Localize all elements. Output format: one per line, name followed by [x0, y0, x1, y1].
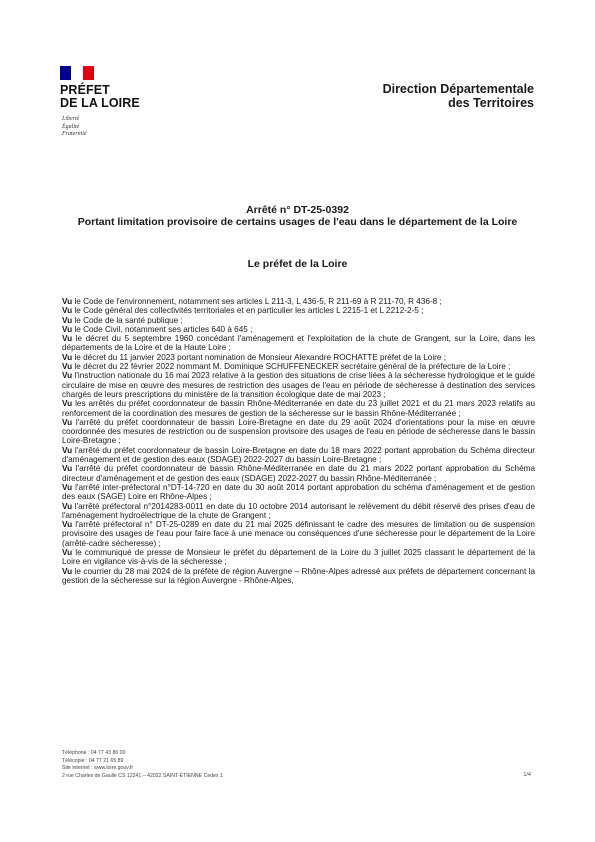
motto-fraternite: Fraternité	[62, 131, 87, 137]
visa-paragraph	[62, 353, 535, 362]
visa-keyword: Vu	[62, 566, 73, 576]
dept-line-2: des Territoires	[448, 96, 534, 110]
footer-website: Site internet : www.loire.gouv.fr	[62, 765, 134, 772]
visa-keyword: Vu	[62, 399, 73, 409]
decree-title	[60, 204, 535, 228]
visa-paragraph	[62, 483, 535, 502]
visa-paragraph	[62, 297, 535, 306]
visa-text: les arrêtés du préfet coordonnateur de bassin Rhône-Méditerranée en date du 23 juillet 2021 et du 21 mars 2023 relatifs au renforcement de la coordination des mesures de gestion de la sécheresse sur le bassin Rhône-Méditerranée ;	[62, 399, 535, 418]
visa-text: l'arrêté préfectoral n° DT-25-0289 en date du 21 mai 2025 définissant le cadre des mesures de limitation ou de suspension provisoire des usages de l'eau pour faire face à une menace ou conséquences d'une sécheresse pour le département de la Loire (arrêté-cadre sécheresse) ;	[62, 520, 535, 548]
visa-paragraph	[62, 502, 535, 521]
footer-address: 2 rue Charles de Gaulle CS 12241 – 42022 SAINT-ÉTIENNE Cedex 1	[62, 772, 223, 779]
visa-paragraph	[62, 306, 535, 315]
motto-liberte: Liberté	[62, 116, 80, 122]
visa-keyword: Vu	[62, 352, 73, 362]
footer-fax: Télécopie : 04 77 21 65 89	[62, 757, 124, 764]
visa-text: le Code de l'environnement, notamment ses articles L 211-3, L 436-5, R 211-69 à R 211-70, R 436-8 ;	[72, 297, 442, 306]
visa-text: l'arrêté du préfet coordonnateur de bassin Loire-Bretagne en date du 18 mars 2022 portant approbation du Schéma directeur d'aménagement et de gestion des eaux (SDAGE) 2022-2027 du bassin Loire-Bretagne ;	[62, 445, 535, 465]
flag-white-stripe	[71, 66, 82, 80]
visa-keyword: Vu	[62, 501, 73, 511]
visa-keyword: Vu	[62, 371, 73, 381]
visa-paragraph	[62, 325, 535, 334]
decree-authority: Le préfet de la Loire	[247, 258, 348, 270]
flag-red-stripe	[83, 66, 94, 80]
decree-number: Arrêté n° DT-25-0392	[246, 204, 349, 216]
visa-keyword: Vu	[62, 548, 73, 558]
department-header	[383, 82, 534, 110]
visa-paragraph	[62, 316, 535, 325]
visa-paragraph	[62, 548, 535, 567]
footer-phone: Téléphone : 04 77 43 80 00	[62, 750, 126, 756]
prefecture-logo-text	[60, 84, 140, 110]
visa-paragraph	[62, 334, 535, 353]
visa-keyword: Vu	[62, 417, 73, 427]
visa-keyword: Vu	[62, 464, 73, 474]
visa-keyword: Vu	[62, 362, 73, 372]
motto-egalite: Égalité	[62, 123, 80, 130]
flag-blue-stripe	[60, 66, 71, 80]
visa-keyword: Vu	[62, 445, 73, 455]
visa-keyword: Vu	[62, 520, 73, 530]
visa-text: l'arrêté du préfet coordonnateur de bassin Rhône-Méditerranée en date du 21 mars 2022 portant approbation du Schéma directeur d'aménagement et de gestion des eaux (SDAGE) 2022-2027 du bassin Rhône-Méditerranée ;	[62, 464, 535, 483]
visa-paragraph	[62, 399, 535, 418]
visa-text: l'instruction nationale du 16 mai 2023 relative à la gestion des situations de crise liées à la sécheresse hydrologique et le guide circulaire de mise en œuvre des mesures de restriction des usages de l'eau en période de sécheresse à destination des services chargés de leurs prescriptions du ministère de la transition écologique date de mai 2023 ;	[62, 371, 535, 399]
org-line-2: DE LA LOIRE	[60, 96, 140, 110]
visa-paragraph	[62, 418, 535, 446]
visa-text: le courrier du 28 mai 2024 de la préfète de région Auvergne – Rhône-Alpes adressé aux préfets de département concernant la gestion de la sécheresse sur la région Auvergne - Rhône-Alpes,	[62, 566, 535, 585]
visa-keyword: Vu	[62, 306, 73, 316]
visa-paragraph	[62, 520, 535, 548]
visa-paragraph	[62, 371, 535, 399]
visa-keyword: Vu	[62, 324, 73, 334]
visa-text: le décret du 11 janvier 2023 portant nomination de Monsieur Alexandre ROCHATTE préfet de la Loire ;	[72, 352, 446, 362]
visa-keyword: Vu	[62, 297, 73, 306]
dept-line-1: Direction Départementale	[382, 82, 534, 96]
visa-text: le Code de la santé publique ;	[72, 315, 183, 325]
decree-subject: Portant limitation provisoire de certains usages de l'eau dans le département de la Loire	[77, 216, 518, 228]
page-number: 1/4	[523, 772, 531, 778]
visa-text: le Code général des collectivités territoriales et en particulier les articles L 2215-1 et L 2212-2-5 ;	[72, 306, 424, 316]
visa-keyword: Vu	[62, 482, 73, 492]
visa-text: le communiqué de presse de Monsieur le préfet du département de la Loire du 3 juillet 2025 classant le département de la Loire en vigilance vis-à-vis de la sécheresse ;	[62, 548, 535, 567]
visa-paragraph	[62, 567, 535, 586]
visa-text: le Code Civil, notamment ses articles 640 à 645 ;	[72, 324, 253, 334]
visa-text: le décret du 5 septembre 1960 concédant l'aménagement et l'exploitation de la chute de Grangent, sur la Loire, dans les départements de la Loire et de la Haute Loire ;	[62, 334, 535, 353]
visa-text: l'arrêté inter-préfectoral n°DT-14-720 en date du 30 août 2014 portant approbation du schéma d'aménagement et de gestion des eaux (SAGE) Loire en Rhône-Alpes ;	[62, 482, 535, 502]
contact-footer	[62, 750, 223, 780]
visa-text: le décret du 22 février 2022 nommant M. Dominique SCHUFFENECKER secrétaire général de la préfecture de la Loire ;	[72, 362, 511, 372]
visa-keyword: Vu	[62, 315, 73, 325]
visa-paragraph	[62, 362, 535, 371]
republic-flag-icon	[60, 66, 94, 80]
visa-paragraph	[62, 446, 535, 465]
visa-paragraph	[62, 464, 535, 483]
org-line-1: PRÉFET	[60, 83, 110, 97]
visa-keyword: Vu	[62, 334, 73, 344]
visa-text: l'arrêté du préfet coordonnateur de bassin Loire-Bretagne en date du 29 août 2024 d'orientations pour la mise en œuvre coordonnée des mesures de restriction ou de suspension provisoire des usages de l'eau en période de sécheresse dans le bassin Loire-Bretagne ;	[62, 417, 535, 446]
visa-text: l'arrêté préfectoral n°2014283-0011 en date du 10 octobre 2014 autorisant le relèvement du débit réservé des prises d'eau de l'aménagement hydroélectrique de la chute de Grangent ;	[62, 501, 535, 520]
visas-list	[62, 297, 535, 585]
republic-motto	[62, 116, 87, 139]
